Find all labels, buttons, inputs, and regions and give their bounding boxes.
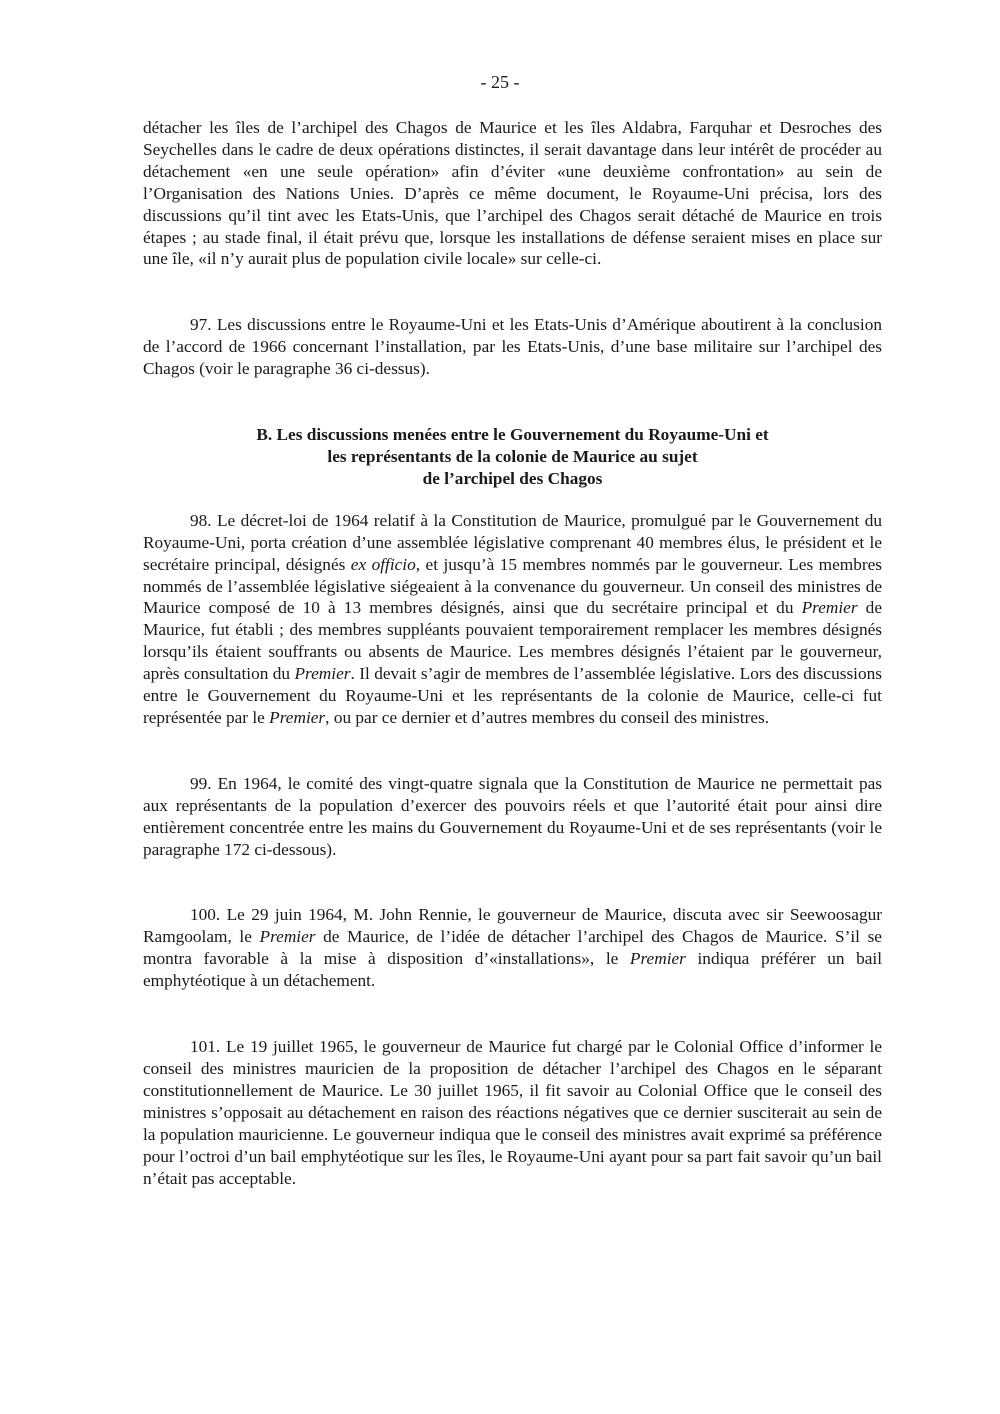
paragraph-97: 97. Les discussions entre le Royaume-Uni et les Etats-Unis d’Amérique aboutirent à la conclusion de l’accord de 1966 concernant l’installation, par les Etats-Unis, d’une base militaire sur l’archipel des Chagos (voir le paragraphe 36 ci-dessus). bbox=[143, 315, 882, 379]
italic-term: Premier bbox=[294, 664, 351, 684]
heading-line: de l’archipel des Chagos bbox=[422, 468, 603, 488]
section-heading-b bbox=[143, 424, 882, 490]
document-body bbox=[143, 117, 882, 1189]
italic-term: ex officio bbox=[350, 554, 416, 574]
text-run: 98. Le décret-loi de 1964 relatif à la Constitution de Maurice, promulgué par le Gouvernement du Royaume-Uni, porta création d’une assemblée législative comprenant 40 membres élus, le président et le secrétaire principal, désignés bbox=[143, 510, 882, 574]
paragraph-101: 101. Le 19 juillet 1965, le gouverneur de Maurice fut chargé par le Colonial Office d’informer le conseil des ministres mauricien de la proposition de détacher l’archipel des Chagos en le séparant constitutionnellement de Maurice. Le 30 juillet 1965, il fit savoir au Colonial Office que le conseil des ministres s’opposait au détachement en raison des réactions négatives que ce dernier susciterait au sein de la population mauricienne. Le gouverneur indiqua que le conseil des ministres avait exprimé sa préférence pour l’octroi d’un bail emphytéotique sur les îles, le Royaume-Uni ayant pour sa part fait savoir qu’un bail n’était pas acceptable. bbox=[143, 1037, 882, 1188]
italic-term: Premier bbox=[801, 598, 858, 618]
paragraph-99: 99. En 1964, le comité des vingt-quatre signala que la Constitution de Maurice ne permettait pas aux représentants de la population d’exercer des pouvoirs réels et que l’autorité était pour ainsi dire entièrement concentrée entre les mains du Gouvernement du Royaume-Uni et de ses représentants (voir le paragraphe 172 ci-dessous). bbox=[143, 773, 882, 859]
page-number: - 25 - bbox=[480, 72, 520, 92]
paragraph-98 bbox=[143, 510, 882, 729]
paragraph-continued: détacher les îles de l’archipel des Chagos de Maurice et les îles Aldabra, Farquhar et Desroches des Seychelles dans le cadre de deux opérations distinctes, il serait davantage dans leur intérêt de procéder au détachement «en une seule opération» afin d’éviter «une deuxième confrontation» au sein de l’Organisation des Nations Unies. D’après ce même document, le Royaume-Uni précisa, lors des discussions qu’il tint avec les Etats-Unis, que l’archipel des Chagos serait détaché de Maurice en trois étapes ; au stade final, il était prévu que, lorsque les installations de défense seraient mises en place sur une île, «il n’y aurait plus de population civile locale» sur celle-ci. bbox=[143, 118, 882, 269]
text-run: 100. Le 29 juin 1964, M. John Rennie, le gouverneur de Maurice, discuta avec sir Seewoosagur Ramgoolam, le bbox=[143, 905, 882, 947]
text-run: , et jusqu’à 15 membres nommés par le gouverneur. Les membres nommés de l’assemblée législative siégeaient à la convenance du gouverneur. Un conseil des ministres de Maurice composé de 10 à 13 membres désignés, ainsi que du secrétaire principal et du bbox=[143, 554, 882, 618]
text-run: indiqua préférer un bail emphytéotique à un détachement. bbox=[143, 949, 883, 991]
text-run: . Il devait s’agir de membres de l’assemblée législative. Lors des discussions entre le Gouvernement du Royaume-Uni et les représentants de la colonie de Maurice, celle-ci fut représentée par le bbox=[143, 664, 882, 727]
heading-line: B. Les discussions menées entre le Gouvernement du Royaume-Uni et bbox=[256, 425, 769, 445]
italic-term: Premier bbox=[259, 927, 316, 947]
paragraph-100 bbox=[143, 904, 882, 992]
text-run: de Maurice, fut établi ; des membres suppléants pouvaient temporairement remplacer les membres désignés lorsqu’ils étaient souffrants ou absents de Maurice. Les membres désignés l’étaient par le gouverneur, après consultation du bbox=[143, 598, 882, 684]
italic-term: Premier bbox=[629, 949, 686, 969]
heading-line: les représentants de la colonie de Maurice au sujet bbox=[327, 446, 698, 466]
italic-term: Premier bbox=[269, 707, 326, 727]
text-run: , ou par ce dernier et d’autres membres du conseil des ministres. bbox=[325, 707, 770, 727]
text-run: de Maurice, de l’idée de détacher l’archipel des Chagos de Maurice. S’il se montra favorable à la mise à disposition d’«installations», le bbox=[143, 927, 882, 969]
